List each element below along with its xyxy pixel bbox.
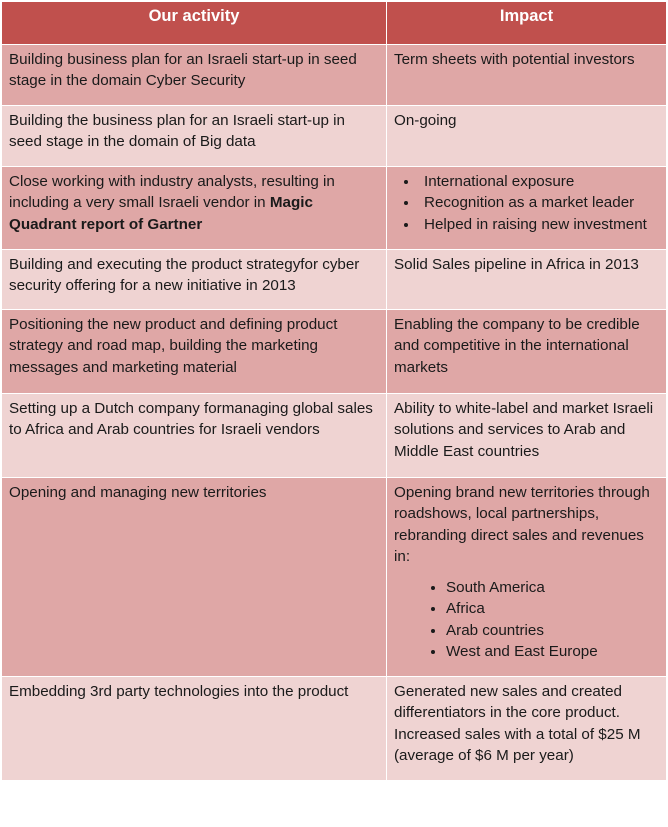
impact-cell: Term sheets with potential investors	[387, 45, 667, 106]
header-activity: Our activity	[2, 2, 387, 45]
activity-cell: Building business plan for an Israeli start-up in seed stage in the domain Cyber Security	[2, 45, 387, 106]
impact-cell: Enabling the company to be credible and competitive in the international markets	[387, 310, 667, 394]
impact-cell	[387, 167, 667, 250]
activity-highlight: Magic Quadrant report of Gartner	[9, 194, 313, 233]
impact-text: Opening brand new territories through roadshows, local partnerships, rebranding direct sales and revenues in:	[394, 484, 650, 565]
table-row	[2, 394, 667, 478]
table-row	[2, 478, 667, 677]
table-row	[2, 250, 667, 310]
list-item: • Helped in raising new investment	[419, 214, 660, 235]
list-item: • Arab countries	[446, 620, 660, 641]
activity-impact-table	[1, 1, 667, 781]
activity-cell	[2, 167, 387, 250]
region-bullet-list	[394, 577, 660, 662]
activity-cell: Building and executing the product strategyfor cyber security offering for a new initiative in 2013	[2, 250, 387, 310]
activity-cell: Opening and managing new territories	[2, 478, 387, 677]
table-row	[2, 167, 667, 250]
list-item: • Recognition as a market leader	[419, 192, 660, 213]
table-row	[2, 310, 667, 394]
table-row	[2, 45, 667, 106]
header-impact: Impact	[387, 2, 667, 45]
list-item: • International exposure	[419, 171, 660, 192]
activity-text: Close working with industry analysts, resulting in including a very small Israeli vendor in	[9, 173, 335, 212]
activity-cell: Positioning the new product and defining product strategy and road map, building the marketing messages and marketing material	[2, 310, 387, 394]
impact-cell: Ability to white-label and market Israeli solutions and services to Arab and Middle East countries	[387, 394, 667, 478]
activity-cell: Embedding 3rd party technologies into the product	[2, 677, 387, 781]
impact-cell	[387, 478, 667, 677]
impact-cell: Solid Sales pipeline in Africa in 2013	[387, 250, 667, 310]
impact-bullet-list	[394, 171, 660, 235]
header-row	[2, 2, 667, 45]
activity-cell: Building the business plan for an Israeli start-up in seed stage in the domain of Big data	[2, 106, 387, 167]
table-row	[2, 106, 667, 167]
activity-cell: Setting up a Dutch company formanaging global sales to Africa and Arab countries for Israeli vendors	[2, 394, 387, 478]
list-item: • South America	[446, 577, 660, 598]
list-item: • Africa	[446, 598, 660, 619]
table-row	[2, 677, 667, 781]
list-item: • West and East Europe	[446, 641, 660, 662]
impact-cell: On-going	[387, 106, 667, 167]
impact-cell: Generated new sales and created differentiators in the core product. Increased sales with a total of $25 M (average of $6 M per year)	[387, 677, 667, 781]
